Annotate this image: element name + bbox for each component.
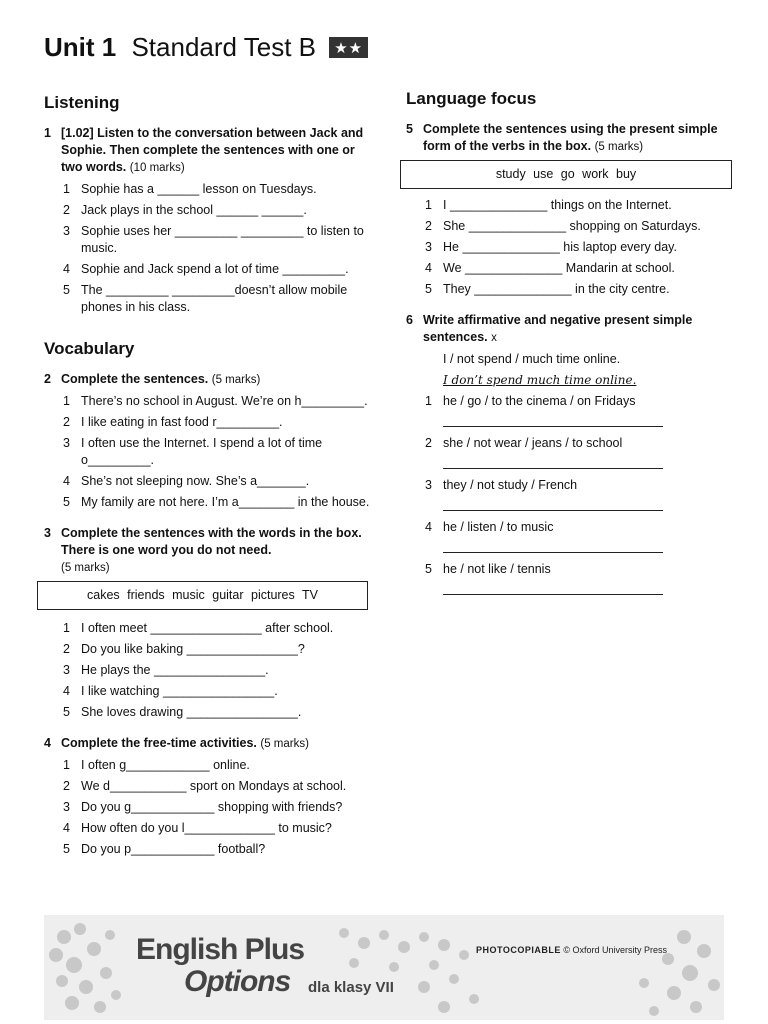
- decorative-dots-pattern: [44, 915, 724, 1020]
- left-column: [44, 94, 374, 872]
- item-number: 5: [63, 705, 70, 719]
- item-number: 3: [63, 800, 70, 814]
- item-number: 1: [63, 758, 70, 772]
- task-1-instruction: [44, 125, 374, 177]
- item-number: 4: [425, 261, 432, 275]
- item-number: 3: [63, 224, 70, 238]
- item-text: He plays the ________________.: [81, 663, 269, 677]
- task-4: [44, 735, 374, 858]
- item-text: I like eating in fast food r_________.: [81, 415, 283, 429]
- item-number: 4: [425, 520, 432, 534]
- question-item: [44, 799, 374, 816]
- item-text: She’s not sleeping now. She’s a_______.: [81, 474, 310, 488]
- answer-line[interactable]: [443, 500, 663, 511]
- item-number: 5: [425, 282, 432, 296]
- word-box: study use go work buy: [400, 160, 732, 189]
- item-text: I often use the Internet. I spend a lot of time o_________.: [81, 436, 323, 467]
- item-number: 3: [425, 478, 432, 492]
- item-number: 3: [63, 663, 70, 677]
- question-item: [406, 519, 736, 536]
- item-text: How often do you l_____________ to music?: [81, 821, 332, 835]
- example-prompt: I / not spend / much time online.: [443, 352, 621, 366]
- task-4-instruction: [44, 735, 374, 753]
- task-number: 2: [44, 372, 51, 386]
- item-text: My family are not here. I’m a________ in the house.: [81, 495, 370, 509]
- photocopiable-label: PHOTOCOPIABLE: [476, 945, 561, 955]
- question-item: [44, 393, 374, 410]
- item-number: 2: [63, 642, 70, 656]
- question-item: [44, 662, 374, 679]
- unit-label: Unit 1: [44, 32, 117, 62]
- question-item: [44, 704, 374, 721]
- question-item: [44, 435, 374, 469]
- example-answer: [406, 372, 736, 389]
- item-text: Sophie uses her _________ _________ to listen to music.: [81, 224, 364, 255]
- task-6-instruction: [406, 312, 736, 347]
- question-item: [44, 641, 374, 658]
- marks: (5 marks): [260, 738, 309, 750]
- right-column: [406, 90, 736, 609]
- question-item: [44, 181, 374, 198]
- marks: (5 marks): [61, 562, 110, 574]
- test-name: Standard Test B: [131, 32, 316, 62]
- item-text: She ______________ shopping on Saturdays.: [443, 219, 701, 233]
- item-text: they / not study / French: [443, 478, 578, 492]
- question-item: [406, 281, 736, 298]
- instruction-text: Complete the sentences using the present simple form of the verbs in the box.: [423, 122, 718, 153]
- item-number: 2: [63, 779, 70, 793]
- item-text: Do you like baking ________________?: [81, 642, 305, 656]
- question-item: [406, 239, 736, 256]
- item-number: 2: [63, 203, 70, 217]
- example-answer-text: I don’t spend much time online.: [443, 373, 637, 387]
- question-item: [406, 197, 736, 214]
- grade-label: dla klasy VII: [308, 979, 394, 996]
- vocabulary-heading: Vocabulary: [44, 339, 135, 358]
- item-text: They ______________ in the city centre.: [443, 282, 670, 296]
- page-title: [44, 32, 368, 63]
- copyright: © Oxford University Press: [563, 945, 668, 955]
- marks: (5 marks): [594, 141, 644, 153]
- answer-line[interactable]: [443, 458, 663, 469]
- task-1: [44, 125, 374, 316]
- footer-banner: [44, 915, 724, 1020]
- task-5-instruction: [406, 121, 736, 156]
- item-text: I often g____________ online.: [81, 758, 250, 772]
- question-item: [44, 202, 374, 219]
- question-item: [44, 494, 374, 511]
- question-item: [44, 820, 374, 837]
- question-item: [44, 282, 374, 316]
- item-text: Do you g____________ shopping with friends?: [81, 800, 343, 814]
- question-item: [44, 223, 374, 257]
- item-text: Jack plays in the school ______ ______.: [81, 203, 307, 217]
- item-number: 4: [63, 262, 70, 276]
- item-number: 4: [63, 684, 70, 698]
- item-text: he / go / to the cinema / on Fridays: [443, 394, 636, 408]
- item-text: She loves drawing ________________.: [81, 705, 302, 719]
- item-number: 4: [63, 821, 70, 835]
- task-2-instruction: [44, 371, 374, 389]
- item-text: he / listen / to music: [443, 520, 554, 534]
- task-2: [44, 371, 374, 511]
- question-item: [44, 757, 374, 774]
- item-text: I often meet ________________ after school.: [81, 621, 334, 635]
- item-text: I ______________ things on the Internet.: [443, 198, 672, 212]
- difficulty-stars: ★★: [329, 37, 368, 58]
- question-item: [44, 473, 374, 490]
- item-number: 2: [63, 415, 70, 429]
- item-number: 1: [63, 182, 70, 196]
- task-number: 5: [406, 122, 413, 136]
- task-number: 6: [406, 313, 413, 327]
- photocopiable-notice: [476, 945, 667, 955]
- task-number: 3: [44, 526, 51, 540]
- item-number: 4: [63, 474, 70, 488]
- item-number: 2: [425, 436, 432, 450]
- item-text: Sophie and Jack spend a lot of time _________.: [81, 262, 349, 276]
- marks: (5 marks): [211, 374, 261, 386]
- item-text: There’s no school in August. We’re on h_________.: [81, 394, 368, 408]
- logo-english-plus: English Plus: [136, 933, 305, 966]
- instruction-text: [1.02] Listen to the conversation between Jack and Sophie. Then complete the sentences with one or two words.: [61, 126, 364, 174]
- instruction-text: Complete the sentences.: [61, 372, 209, 386]
- instruction-text: Write affirmative and negative present simple sentences.: [423, 313, 693, 344]
- instruction-text: Complete the free-time activities.: [61, 736, 257, 750]
- task-number: 4: [44, 736, 51, 750]
- item-number: 5: [63, 842, 70, 856]
- answer-line[interactable]: [443, 416, 663, 427]
- item-number: 1: [63, 394, 70, 408]
- task-number: 1: [44, 126, 51, 140]
- question-item: [406, 260, 736, 277]
- item-text: I like watching ________________.: [81, 684, 278, 698]
- item-text: We d___________ sport on Mondays at school.: [81, 779, 347, 793]
- logo-options: Options: [184, 965, 291, 998]
- item-number: 3: [63, 436, 70, 450]
- question-item: [44, 414, 374, 431]
- question-item: [406, 218, 736, 235]
- task-3-instruction: [44, 525, 374, 577]
- item-number: 1: [425, 394, 432, 408]
- item-number: 2: [425, 219, 432, 233]
- marks: (10 marks): [129, 162, 185, 174]
- item-number: 3: [425, 240, 432, 254]
- answer-line[interactable]: [443, 542, 663, 553]
- question-item: [406, 561, 736, 578]
- item-text: Do you p____________ football?: [81, 842, 266, 856]
- question-item: [406, 393, 736, 410]
- question-item: [406, 477, 736, 494]
- answer-line[interactable]: [443, 584, 663, 595]
- item-number: 1: [425, 198, 432, 212]
- task-5: [406, 121, 736, 298]
- question-item: [44, 261, 374, 278]
- marks: x: [491, 332, 497, 344]
- question-item: [406, 435, 736, 452]
- item-text: We ______________ Mandarin at school.: [443, 261, 675, 275]
- word-box: cakes friends music guitar pictures TV: [37, 581, 368, 610]
- item-text: he / not like / tennis: [443, 562, 551, 576]
- item-number: 1: [63, 621, 70, 635]
- item-text: she / not wear / jeans / to school: [443, 436, 623, 450]
- item-number: 5: [63, 495, 70, 509]
- task-3: [44, 525, 374, 721]
- task-6: [406, 312, 736, 595]
- question-item: [44, 620, 374, 637]
- item-text: He ______________ his laptop every day.: [443, 240, 677, 254]
- question-item: [44, 683, 374, 700]
- instruction-text: Complete the sentences with the words in the box. There is one word you do not need.: [61, 526, 362, 557]
- item-number: 5: [425, 562, 432, 576]
- item-text: Sophie has a ______ lesson on Tuesdays.: [81, 182, 317, 196]
- language-focus-heading: Language focus: [406, 89, 537, 108]
- question-item: [44, 778, 374, 795]
- item-text: The _________ _________doesn’t allow mobile phones in his class.: [81, 283, 348, 314]
- listening-heading: Listening: [44, 93, 120, 112]
- item-number: 5: [63, 283, 70, 297]
- question-item: [44, 841, 374, 858]
